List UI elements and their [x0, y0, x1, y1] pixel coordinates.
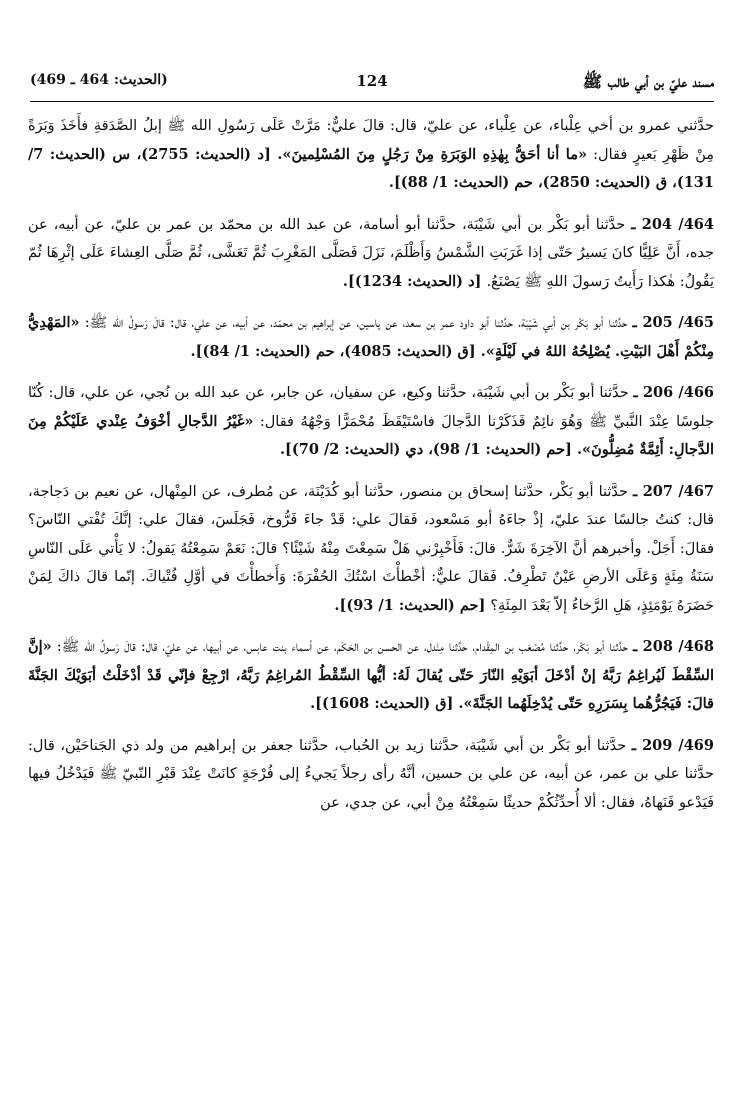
hadith-reference: [د (الحديث: 1234)].	[342, 272, 487, 290]
hadith-number: 467/ 207 ـ	[633, 482, 715, 500]
hadith-text: حدَّثنا أبو بَكْر بن أبي شَيْبَة، حدَّثنا وكيع، عن سفيان، عن جابر، عن عبد الله بن نُجي، عن علي، قال: كُنّا جلوسًا عِنْدَ النَّبيِّ ﷺ وَهُوَ نائِمٌ فَذَكَرْنا الدَّجالَ فاسْتَيْقَظَ مُحْمَرًّا وَجْهُهُ فقال:	[28, 385, 714, 430]
hadith-paragraph	[28, 309, 714, 366]
hadith-number: 468/ 208 ـ	[632, 638, 714, 655]
hadith-text: حدَّثني عمرو بن أخي عِلْباء، عن عِلْباء، عن عليّ، قال: قالَ عليٌّ: مَرَّتْ عَلَى رَسُولِ الله ﷺ إبلُ الصَّدَقةِ فأَخَذَ وَبَرَةً مِنْ ظَهْرِ بَعيرٍ فقال:	[28, 118, 714, 163]
hadith-number: 469/ 209 ـ	[631, 736, 714, 754]
hadith-paragraph	[28, 211, 714, 297]
hadith-paragraph	[28, 379, 714, 465]
header-rule	[30, 101, 714, 102]
hadith-quote: «إنَّ السِّقْطَ لَيُراغِمُ رَبَّهُ إنْ أدْخَلَ أبَوَيْهِ النّارَ حَتّى يُقالَ لَهُ: أيُّها السِّقْطُ المُراغِمُ رَبَّهُ، ارْجِعْ فإنّي قَدْ أدْخَلْتُ أبَوَيْكَ الجَنَّةَ قالَ: فَيَجُرُّهُما بِسَرَرِهِ حَتّى يُدْخِلَهُما الجَنَّةَ».	[28, 638, 714, 712]
hadith-quote: «المَهْدِيُّ مِنْكُمْ أَهْلَ البَيْتِ. يُصْلِحُهُ اللهُ في لَيْلَةٍ».	[28, 314, 714, 360]
hadith-range: (الحديث: 464 ـ 469)	[30, 72, 168, 88]
hadith-number: 466/ 206 ـ	[633, 384, 715, 401]
hadith-reference: [حم (الحديث: 1/ 93)].	[334, 596, 491, 614]
page-number: 124	[356, 72, 388, 90]
hadith-number: 465/ 205 ـ	[632, 314, 714, 331]
hadith-number: 464/ 204 ـ	[631, 215, 714, 233]
hadith-quote: «غَيْرُ الدَّجالِ أخْوَفُ عِنْدي عَلَيْكُمْ مِنَ الدَّجالِ: أَئِمَّةٌ مُضِلُّونَ».	[28, 412, 714, 458]
running-title: مسند عليّ بن أبي طالب ﷺ	[582, 72, 714, 91]
hadith-text: حدَّثنا أبو بَكْر بن أبي شَيْبَة، حدَّثنا أبو أسامة، عن عبد الله بن محمّد بن عمر بن عليّ، عن أبيه، عن جده، أَنَّ عَلِيًّا كانَ يَسيرُ حَتّى إذا غَرَبَتِ الشَّمْسُ وَأَظْلَمَ، نَزَلَ فَصَلَّى المَغْرِبَ ثُمَّ تَعَشَّى، ثُمَّ صَلَّى العِشاءَ عَلَى إثْرِهَا ثُمّ يَقُولُ: هٰكذا رَأَيتُ رَسولَ اللهِ ﷺ يَصْنَعُ.	[28, 216, 714, 290]
hadith-reference: [حم (الحديث: 1/ 98)، دي (الحديث: 2/ 70)].	[279, 441, 577, 458]
page-header	[30, 72, 714, 98]
hadith-reference: [د (الحديث: 2755)، س (الحديث: 7/ 131)، ق (الحديث: 2850)، حم (الحديث: 1/ 88)].	[28, 145, 714, 191]
hadith-quote: «ما أنا أحَقُّ بِهٰذِهِ الوَبَرَةِ مِنْ رَجُلٍ مِنَ المُسْلِمينَ».	[277, 145, 588, 163]
hadith-paragraph	[28, 732, 714, 818]
hadith-paragraph	[28, 112, 714, 198]
hadith-reference: [ق (الحديث: 4085)، حم (الحديث: 1/ 84)].	[190, 342, 481, 360]
hadith-text: حدَّثنا أبو بَكْر، حدَّثنا إسحاق بن منصور، حدَّثنا أبو كُدَيْنَة، عن مُطرف، عن المِنْهال، عن نعيم بن دَجاجة، قال: كنتُ جالسًا عندَ عليّ، إذْ جاءَهُ أبو مَسْعود، فَقالَ علي: قَدْ جاءَ فَرُّوخ، فَجَلَسَ، فقالَ علي: إنَّكَ تُفْتي النّاسَ؟ فقالَ: أَجَلْ. وأخبرهم أنَّ الآخِرَةَ شَرٌّ. قالَ: فَأَخْبِرْني هَلْ سَمِعْتَ مِنْهُ شَيْئًا؟ قالَ: نَعَمْ سَمِعْتُهُ يَقولُ: لا يَأْتي عَلَى النّاسِ سَنَةُ مِئَةٍ وَعَلَى الأرضِ عَيْنٌ تَطْرِفُ. فَقالَ عليٌّ: أخْطأْتَ اسْتُكَ الحُفْرَةَ: وَأَخطأْتَ في أوَّلِ فُتْياكَ. إنّما قالَ ذاكَ لِمَنْ حَضَرَهُ يَوْمَئِذٍ، هَلِ الرَّخاءُ إلاّ بَعْدَ المِئَةِ؟	[28, 483, 714, 614]
body-text	[28, 112, 714, 1104]
hadith-text: حدَّثنا أبو بَكْر بن أبي شَيْبَة، حدَّثنا زيد بن الحُباب، حدَّثنا جعفر بن إبراهيم من ولد ذي الجَناحَيْن، قال: حدَّثنا علي بن عمر، عن أبيه، عن علي بن حسين، أنَّهُ رأى رجلاً يَجيءُ إلى فُرْجَةٍ كانَتْ عِنْدَ قَبْرِ النّبيّ ﷺ فَيَدْخُلُ فيها فَيَدْعو فَنَهاهُ، فقال: ألا أُحدِّثُكُمْ حديثًا سَمِعْتُهُ مِنْ أبي، عن جدي، عن	[28, 737, 714, 811]
hadith-text: حدَّثنا أبو بَكْر بن أبي شَيْبَة، حدَّثنا أبو داود عمر بن سعد، عن ياسين، عن إبراهيم بن محمّد، عن أبيه، عن علي، قال: قالَ رَسولُ الله ﷺ:	[79, 315, 633, 331]
hadith-paragraph	[28, 478, 714, 621]
hadith-reference: [ق (الحديث: 1608)].	[310, 695, 459, 712]
hadith-paragraph	[28, 633, 714, 719]
hadith-text: حدَّثنا أبو بَكْر، حدَّثنا مُصْعَب بن المِقْدام، حدَّثنا مِنْدل، عن الحسن بن الحَكَم، عن أسماء بنت عابس، عن أبيها، عن عليّ، قال: قالَ رَسولُ الله ﷺ:	[51, 639, 633, 655]
